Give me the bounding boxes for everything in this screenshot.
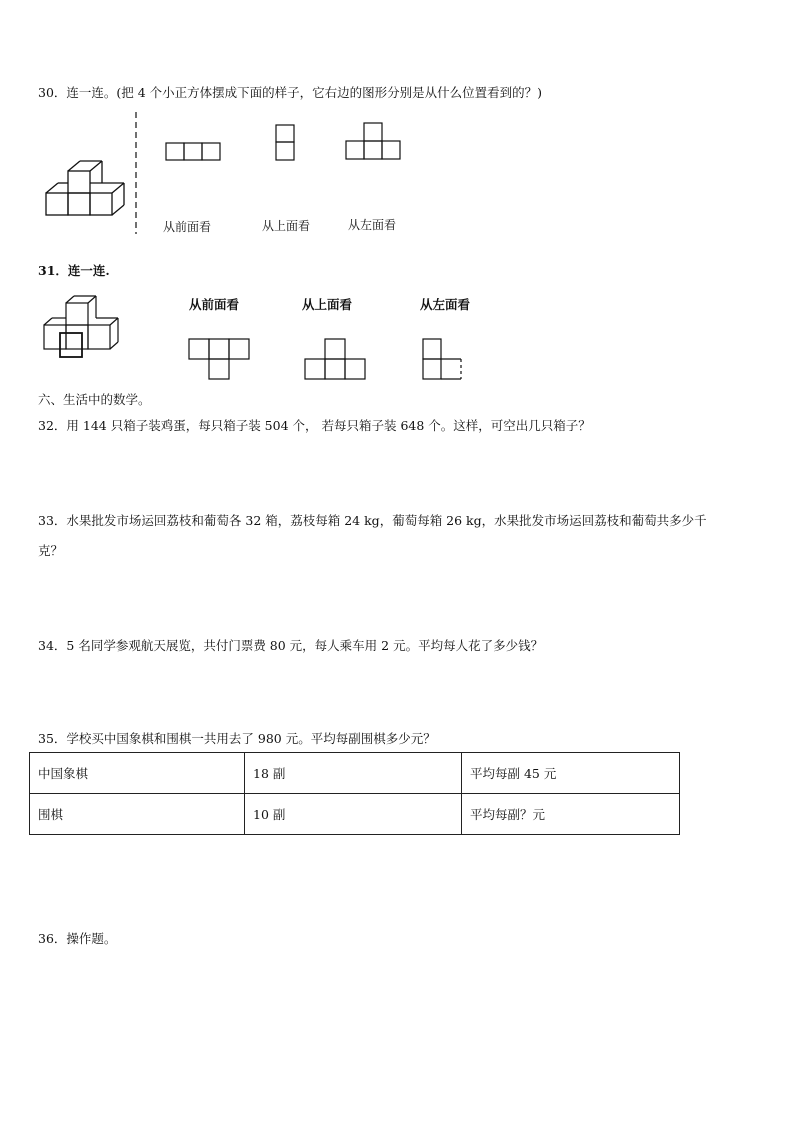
q31-view-front-shape xyxy=(188,338,251,380)
q30-label-front: 从前面看 xyxy=(163,220,212,234)
q30-label-top: 从上面看 xyxy=(262,219,311,233)
table-cell: 10 副 xyxy=(245,794,462,835)
question-35-text: 35．学校买中国象棋和围棋一共用去了 980 元。平均每副围棋多少元？ xyxy=(38,731,436,746)
table-cell: 围棋 xyxy=(30,794,245,835)
q30-label-left: 从左面看 xyxy=(348,218,397,232)
table-cell: 平均每副？元 xyxy=(462,794,680,835)
question-31-text: 31．连一连. xyxy=(38,263,110,278)
q30-dashed-divider xyxy=(134,112,138,234)
question-33-line1: 33．水果批发市场运回荔枝和葡萄各 32 箱，荔枝每箱 24 kg，葡萄每箱 26 kg，水果批发市场运回荔枝和葡萄共多少千 xyxy=(38,513,707,528)
q30-cube-stack-figure xyxy=(44,158,129,220)
q30-view-front-shape xyxy=(165,142,222,161)
question-32-text: 32．用 144 只箱子装鸡蛋，每只箱子装 504 个， 若每只箱子装 648 个。这样，可空出几只箱子？ xyxy=(38,418,591,433)
question-34-text: 34．5 名同学参观航天展览，共付门票费 80 元，每人乘车用 2 元。平均每人花了多少钱？ xyxy=(38,638,544,653)
table-row xyxy=(30,753,680,794)
section-6-heading: 六、生活中的数学。 xyxy=(38,392,151,407)
q31-label-top: 从上面看 xyxy=(302,297,353,312)
q30-view-top-shape xyxy=(275,124,295,161)
q30-view-left-shape xyxy=(345,122,402,160)
q31-view-top-shape xyxy=(304,338,367,380)
q31-cube-stack-figure xyxy=(42,293,124,359)
table-row xyxy=(30,794,680,835)
q35-price-table xyxy=(29,752,680,835)
question-30-text: 30．连一连。(把 4 个小正方体摆成下面的样子，它右边的图形分别是从什么位置看到的？) xyxy=(38,85,543,100)
q31-label-front: 从前面看 xyxy=(189,297,240,312)
table-cell: 平均每副 45 元 xyxy=(462,753,680,794)
table-cell: 18 副 xyxy=(245,753,462,794)
q31-view-left-shape xyxy=(422,338,464,380)
table-cell: 中国象棋 xyxy=(30,753,245,794)
question-36-text: 36．操作题。 xyxy=(38,931,117,946)
question-33-line2: 克？ xyxy=(38,543,64,558)
q31-label-left: 从左面看 xyxy=(420,297,471,312)
